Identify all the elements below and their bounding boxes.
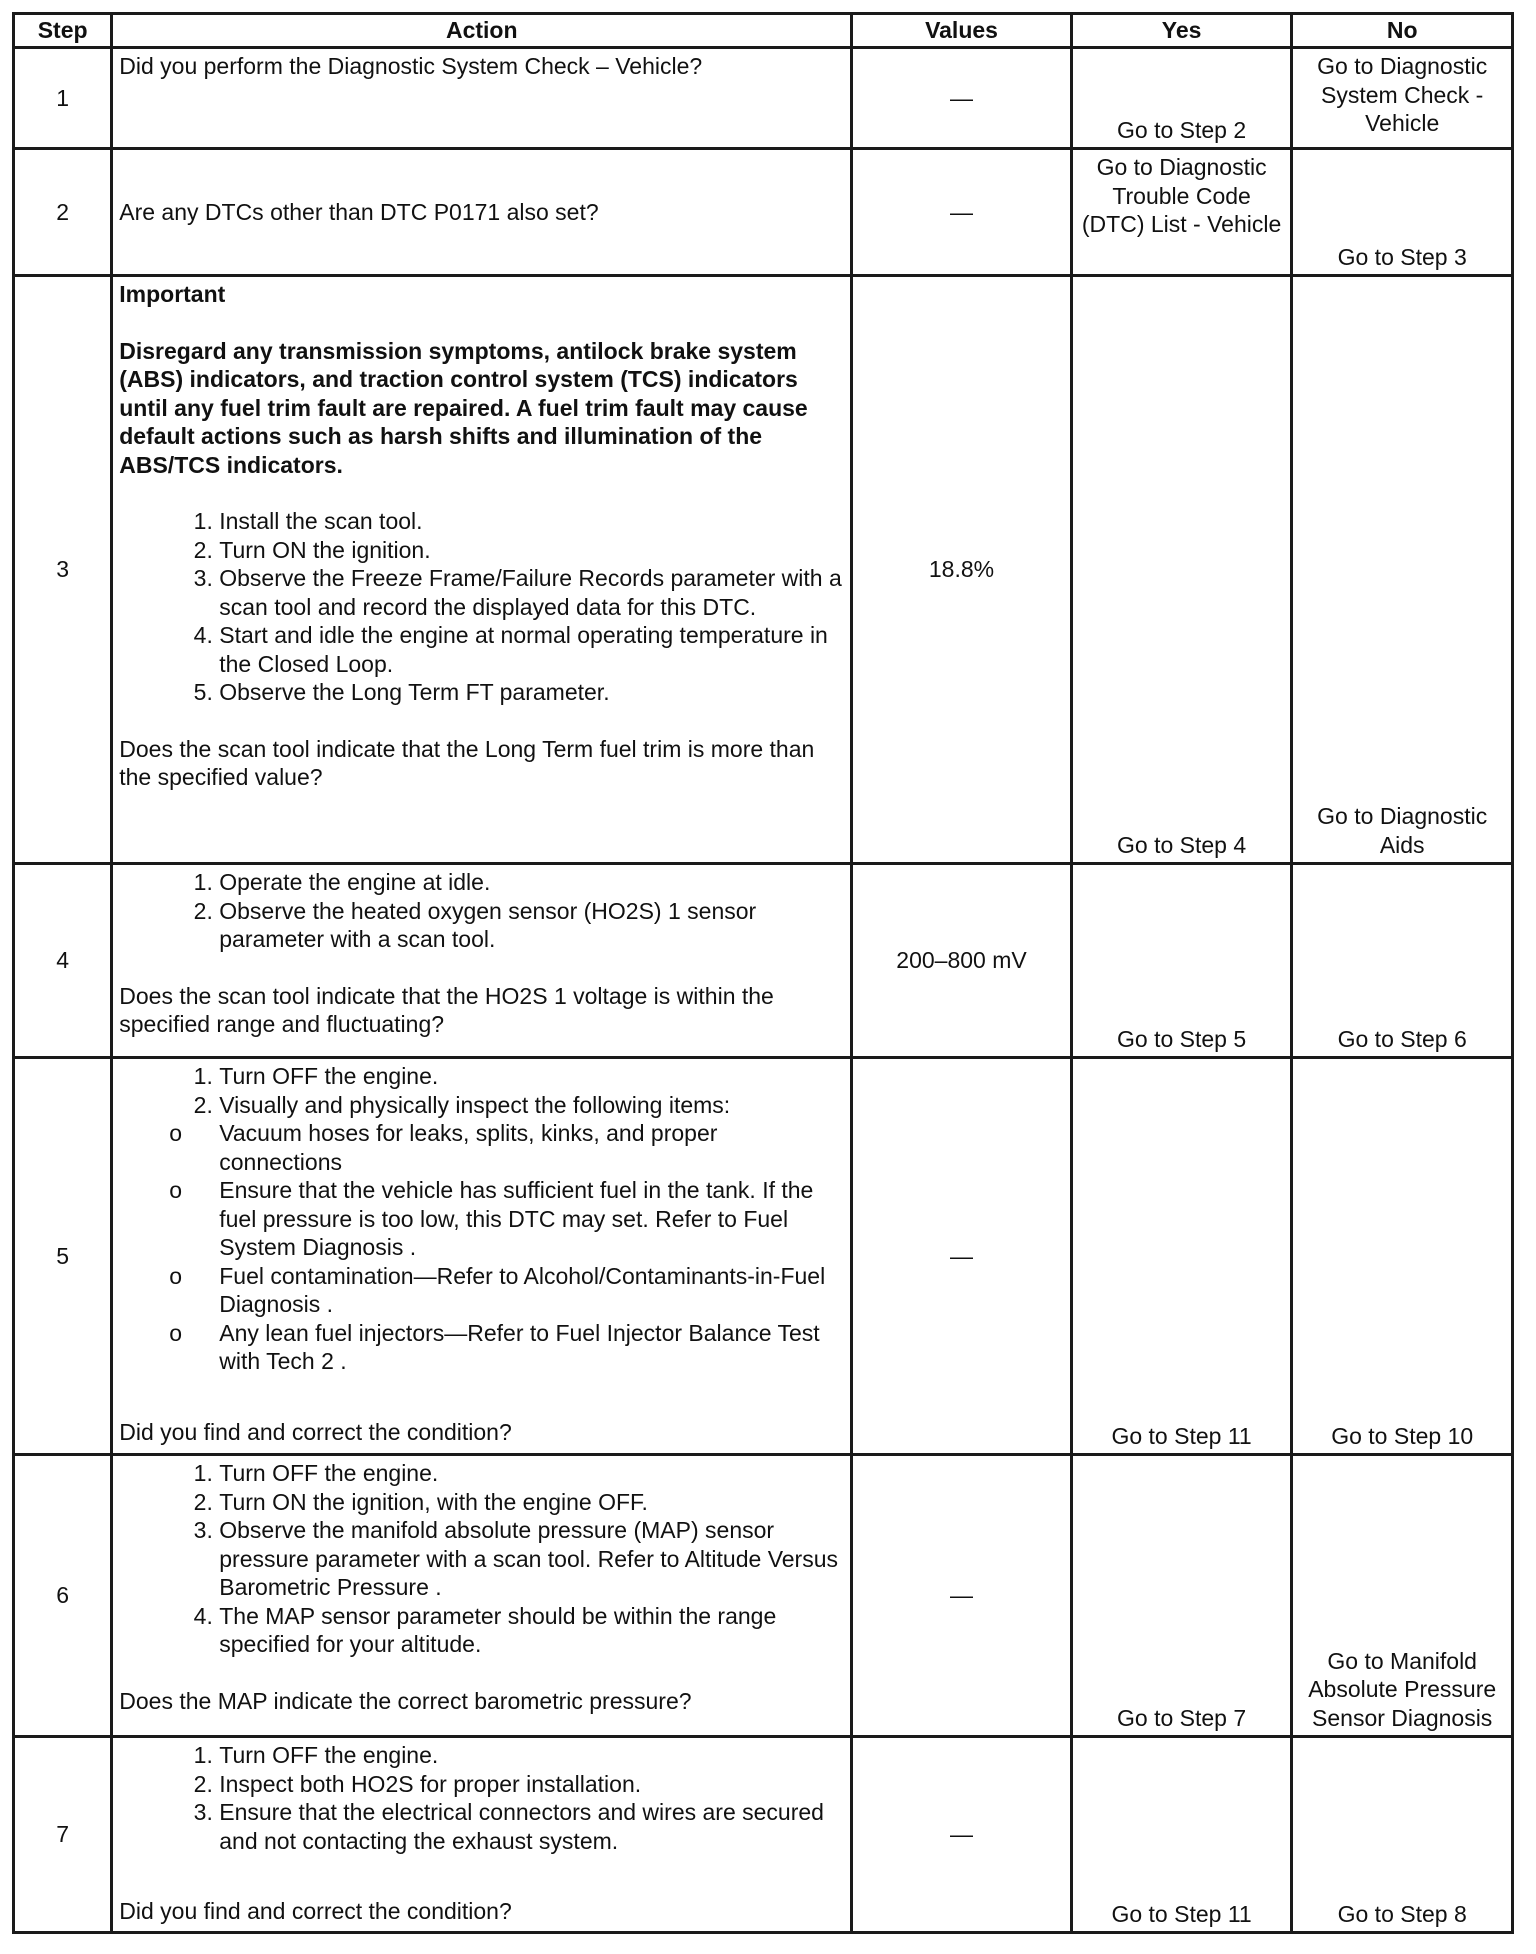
step-number: 3 — [14, 276, 112, 864]
header-row — [14, 14, 1513, 48]
action-cell — [112, 276, 852, 864]
no-link[interactable]: Go to Step 8 — [1292, 1737, 1513, 1933]
procedure-step — [219, 1091, 844, 1376]
inspection-item: o Ensure that the vehicle has sufficient fuel in the tank. If the fuel pressure is too low, this DTC may set. Refer to Fuel System Diagnosis . — [219, 1176, 844, 1262]
header-values: Values — [852, 14, 1072, 48]
action-cell — [112, 149, 852, 276]
step-number: 1 — [14, 48, 112, 149]
value-cell: — — [852, 149, 1072, 276]
procedure-steps — [119, 1741, 844, 1855]
table-row — [14, 276, 1513, 864]
header-action: Action — [112, 14, 852, 48]
header-yes: Yes — [1071, 14, 1292, 48]
procedure-step: 4. Start and idle the engine at normal operating temperature in the Closed Loop. — [219, 621, 844, 678]
table-row — [14, 1455, 1513, 1737]
action-question: Did you find and correct the condition? — [119, 1418, 512, 1445]
procedure-step: 3. Observe the Freeze Frame/Failure Records parameter with a scan tool and record the displayed data for this DTC. — [219, 564, 844, 621]
action-question: Does the scan tool indicate that the Long Term fuel trim is more than the specified value? — [119, 735, 815, 790]
no-link[interactable]: Go to Step 3 — [1292, 149, 1513, 276]
no-link[interactable]: Go to Diagnostic System Check - Vehicle — [1292, 48, 1513, 149]
table-row — [14, 1737, 1513, 1933]
diagnostic-table — [12, 12, 1514, 1934]
procedure-step: 1. Turn OFF the engine. — [219, 1741, 844, 1770]
action-cell — [112, 864, 852, 1058]
table-row — [14, 1058, 1513, 1455]
inspection-item: o Fuel contamination—Refer to Alcohol/Contaminants-in-Fuel Diagnosis . — [219, 1262, 844, 1319]
action-cell — [112, 1737, 852, 1933]
yes-link[interactable]: Go to Diagnostic Trouble Code (DTC) List - Vehicle — [1071, 149, 1292, 276]
table-row — [14, 149, 1513, 276]
value-cell: — — [852, 48, 1072, 149]
procedure-step: 1. Turn OFF the engine. — [219, 1062, 844, 1091]
step-number: 2 — [14, 149, 112, 276]
step-number: 7 — [14, 1737, 112, 1933]
action-cell — [112, 48, 852, 149]
yes-link[interactable]: Go to Step 4 — [1071, 276, 1292, 864]
procedure-step: 5. Observe the Long Term FT parameter. — [219, 678, 844, 707]
no-link[interactable]: Go to Diagnostic Aids — [1292, 276, 1513, 864]
procedure-step: 3. Observe the manifold absolute pressure (MAP) sensor pressure parameter with a scan tool. Refer to Altitude Versus Barometric Pressure . — [219, 1516, 844, 1602]
table-row — [14, 864, 1513, 1058]
inspection-item: o Vacuum hoses for leaks, splits, kinks, and proper connections — [219, 1119, 844, 1176]
yes-link[interactable]: Go to Step 11 — [1071, 1737, 1292, 1933]
header-no: No — [1292, 14, 1513, 48]
important-note: Disregard any transmission symptoms, antilock brake system (ABS) indicators, and traction control system (TCS) indicators until any fuel trim fault are repaired. A fuel trim fault may cause default actions such as harsh shifts and illumination of the ABS/TCS indicators. — [119, 337, 808, 478]
procedure-steps — [119, 868, 844, 954]
action-cell — [112, 1455, 852, 1737]
step-number: 6 — [14, 1455, 112, 1737]
value-cell: 18.8% — [852, 276, 1072, 864]
value-cell: 200–800 mV — [852, 864, 1072, 1058]
value-cell: — — [852, 1737, 1072, 1933]
yes-link[interactable]: Go to Step 5 — [1071, 864, 1292, 1058]
procedure-steps — [119, 1459, 844, 1659]
procedure-step: 2. Turn ON the ignition, with the engine OFF. — [219, 1488, 844, 1517]
procedure-step: 4. The MAP sensor parameter should be within the range specified for your altitude. — [219, 1602, 844, 1659]
step-number: 4 — [14, 864, 112, 1058]
action-question: Does the scan tool indicate that the HO2S 1 voltage is within the specified range and fluctuating? — [119, 982, 774, 1037]
procedure-step: 1. Turn OFF the engine. — [219, 1459, 844, 1488]
no-link[interactable]: Go to Step 10 — [1292, 1058, 1513, 1455]
value-cell: — — [852, 1058, 1072, 1455]
procedure-steps — [119, 507, 844, 707]
procedure-step: 1. Install the scan tool. — [219, 507, 844, 536]
yes-link[interactable]: Go to Step 2 — [1071, 48, 1292, 149]
header-step: Step — [14, 14, 112, 48]
action-cell — [112, 1058, 852, 1455]
yes-link[interactable]: Go to Step 7 — [1071, 1455, 1292, 1737]
no-link[interactable]: Go to Step 6 — [1292, 864, 1513, 1058]
value-cell: — — [852, 1455, 1072, 1737]
procedure-step: 2. Turn ON the ignition. — [219, 536, 844, 565]
procedure-steps — [119, 1062, 844, 1376]
action-question: Does the MAP indicate the correct barometric pressure? — [119, 1687, 692, 1714]
step-number: 5 — [14, 1058, 112, 1455]
important-label: Important — [119, 281, 226, 307]
table-row — [14, 48, 1513, 149]
procedure-step-text: Visually and physically inspect the following items: — [219, 1091, 731, 1118]
procedure-step: 1. Operate the engine at idle. — [219, 868, 844, 897]
action-question: Did you find and correct the condition? — [119, 1898, 512, 1924]
inspection-items — [119, 1119, 844, 1376]
inspection-item: o Any lean fuel injectors—Refer to Fuel Injector Balance Test with Tech 2 . — [219, 1319, 844, 1376]
action-question: Are any DTCs other than DTC P0171 also set? — [119, 198, 599, 225]
action-question: Did you perform the Diagnostic System Check – Vehicle? — [119, 53, 703, 79]
procedure-step: 2. Inspect both HO2S for proper installation. — [219, 1770, 844, 1799]
procedure-step: 3. Ensure that the electrical connectors and wires are secured and not contacting the exhaust system. — [219, 1798, 844, 1855]
yes-link[interactable]: Go to Step 11 — [1071, 1058, 1292, 1455]
procedure-step: 2. Observe the heated oxygen sensor (HO2S) 1 sensor parameter with a scan tool. — [219, 897, 844, 954]
no-link[interactable]: Go to Manifold Absolute Pressure Sensor Diagnosis — [1292, 1455, 1513, 1737]
